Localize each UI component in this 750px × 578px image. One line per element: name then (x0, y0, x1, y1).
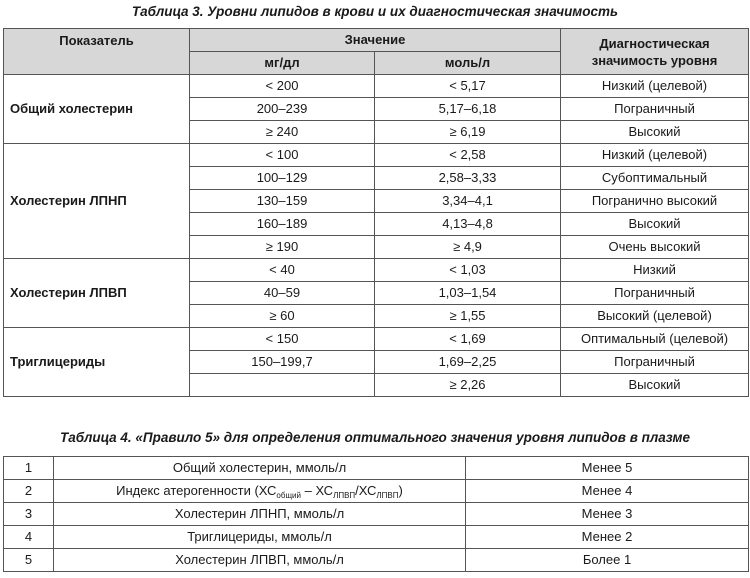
header-diagnostic (561, 29, 749, 75)
row-number: 3 (4, 503, 54, 526)
indicator-name: Холестерин ЛПВП (4, 259, 190, 328)
cell-mg: 130–159 (190, 190, 375, 213)
header-diagnostic-line1: Диагностическая (599, 35, 710, 51)
row-number: 5 (4, 549, 54, 572)
row-parameter: Холестерин ЛПНП, ммоль/л (54, 503, 466, 526)
cell-mg: 160–189 (190, 213, 375, 236)
header-indicator: Показатель (4, 29, 190, 75)
index-mid: – ХС (300, 483, 334, 498)
cell-diag: Высокий (561, 213, 749, 236)
cell-mg: 200–239 (190, 98, 375, 121)
table3-caption: Таблица 3. Уровни липидов в крови и их диагностическая значимость (131, 4, 619, 19)
cell-mmol: 4,13–4,8 (375, 213, 561, 236)
cell-diag: Высокий (561, 374, 749, 397)
table-row (4, 75, 749, 98)
header-value: Значение (190, 29, 561, 52)
cell-mg: < 40 (190, 259, 375, 282)
cell-mmol: 1,03–1,54 (375, 282, 561, 305)
header-diagnostic-line2: значимость уровня (591, 52, 718, 68)
row-target: Менее 3 (466, 503, 749, 526)
cell-diag: Очень высокий (561, 236, 749, 259)
index-prefix: Индекс атерогенности (ХС (116, 483, 277, 498)
cell-mmol: 3,34–4,1 (375, 190, 561, 213)
cell-diag: Оптимальный (целевой) (561, 328, 749, 351)
table-row (4, 480, 749, 503)
cell-mg: 150–199,7 (190, 351, 375, 374)
cell-mg: 40–59 (190, 282, 375, 305)
cell-mmol: ≥ 4,9 (375, 236, 561, 259)
header-mg: мг/дл (190, 52, 375, 75)
row-parameter: Общий холестерин, ммоль/л (54, 457, 466, 480)
cell-mmol: 5,17–6,18 (375, 98, 561, 121)
header-mmol: моль/л (375, 52, 561, 75)
indicator-name: Триглицериды (4, 328, 190, 397)
table4-caption: Таблица 4. «Правило 5» для определения оптимального значения уровня липидов в плазме (60, 430, 690, 445)
cell-diag: Низкий (целевой) (561, 75, 749, 98)
rule-of-5-table (3, 456, 749, 572)
cell-mmol: < 5,17 (375, 75, 561, 98)
row-number: 4 (4, 526, 54, 549)
cell-diag: Пограничный (561, 282, 749, 305)
table-row (4, 328, 749, 351)
index-sub-hdl-2: ЛПВП (376, 491, 399, 500)
row-number: 1 (4, 457, 54, 480)
row-parameter: Холестерин ЛПВП, ммоль/л (54, 549, 466, 572)
table-row (4, 259, 749, 282)
cell-diag: Низкий (561, 259, 749, 282)
cell-mmol: < 2,58 (375, 144, 561, 167)
table-row (4, 526, 749, 549)
cell-diag: Субоптимальный (561, 167, 749, 190)
cell-diag: Пограничный (561, 351, 749, 374)
table-row (4, 503, 749, 526)
cell-mmol: 1,69–2,25 (375, 351, 561, 374)
cell-mg: ≥ 60 (190, 305, 375, 328)
cell-diag: Высокий (561, 121, 749, 144)
table-row (4, 144, 749, 167)
cell-mmol: ≥ 6,19 (375, 121, 561, 144)
row-target: Менее 4 (466, 480, 749, 503)
lipid-levels-table (3, 28, 749, 397)
cell-mg (190, 374, 375, 397)
table-row (4, 457, 749, 480)
index-slash: /ХС (355, 483, 377, 498)
row-parameter: Триглицериды, ммоль/л (54, 526, 466, 549)
cell-diag: Высокий (целевой) (561, 305, 749, 328)
cell-mmol: ≥ 2,26 (375, 374, 561, 397)
cell-mmol: ≥ 1,55 (375, 305, 561, 328)
cell-mmol: < 1,69 (375, 328, 561, 351)
index-sub-total: общий (276, 491, 301, 500)
cell-diag: Погранично высокий (561, 190, 749, 213)
indicator-name: Общий холестерин (4, 75, 190, 144)
index-sub-hdl: ЛПВП (333, 491, 356, 500)
cell-diag: Низкий (целевой) (561, 144, 749, 167)
cell-mg: 100–129 (190, 167, 375, 190)
atherogenic-index (54, 480, 466, 503)
cell-mg: ≥ 240 (190, 121, 375, 144)
row-target: Менее 5 (466, 457, 749, 480)
cell-mg: < 200 (190, 75, 375, 98)
cell-mmol: < 1,03 (375, 259, 561, 282)
row-target: Менее 2 (466, 526, 749, 549)
table-row (4, 549, 749, 572)
row-target: Более 1 (466, 549, 749, 572)
row-number: 2 (4, 480, 54, 503)
cell-diag: Пограничный (561, 98, 749, 121)
index-suffix: ) (398, 483, 403, 498)
cell-mmol: 2,58–3,33 (375, 167, 561, 190)
cell-mg: ≥ 190 (190, 236, 375, 259)
cell-mg: < 100 (190, 144, 375, 167)
indicator-name: Холестерин ЛПНП (4, 144, 190, 259)
cell-mg: < 150 (190, 328, 375, 351)
